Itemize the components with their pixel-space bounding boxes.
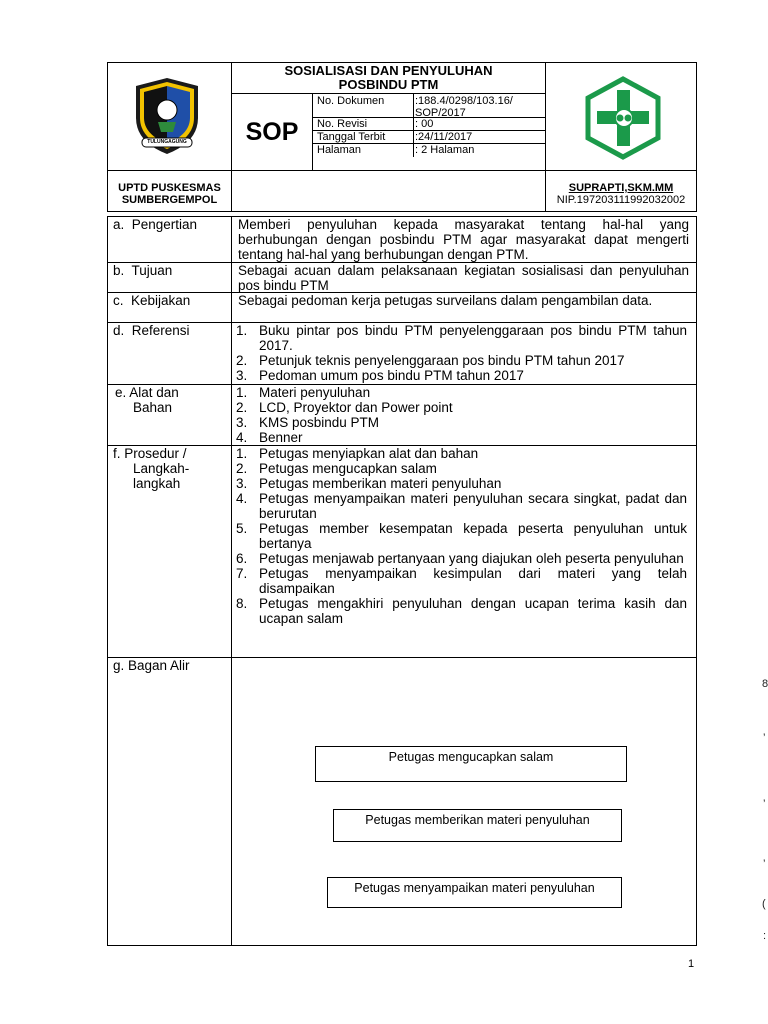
edge-mark: 8 [762,678,768,690]
organization-line-2: SUMBERGEMPOL [121,194,218,206]
list-item-text: Petugas menyampaikan materi penyuluhan secara singkat, padat dan berurutan [259,491,687,521]
document-title [232,62,545,94]
page-number: 1 [688,958,695,970]
list-item: 1. Petugas menyiapkan alat dan bahan [236,446,479,461]
list-item: 3. KMS posbindu PTM [236,415,380,430]
list-item: 2. Petunjuk teknis penyelenggaraan pos bindu PTM tahun 2017 [236,353,625,368]
list-item: 6. Petugas menjawab pertanyaan yang diajukan oleh peserta penyuluhan [236,551,684,566]
edge-mark: ’ [763,798,766,810]
list-item-text: Buku pintar pos bindu PTM penyelenggaraan pos bindu PTM tahun 2017. [259,323,687,353]
list-item-text: Petugas mengakhiri penyuluhan dengan ucapan terima kasih dan ucapan salam [259,596,687,626]
list-item: 2. Petugas mengucapkan salam [236,461,437,476]
meta-value: :24/11/2017 [415,131,473,143]
list-item-text: Petunjuk teknis penyelenggaraan pos bindu PTM tahun 2017 [259,353,625,368]
label-alat-line-2: Bahan [133,400,173,415]
meta-key: Halaman [317,144,362,156]
list-item-text: Petugas menjawab pertanyaan yang diajukan oleh peserta penyuluhan [259,551,684,566]
row-divider [107,657,697,658]
meta-row-dokumen [313,94,545,118]
list-item-text: Petugas mengucapkan salam [259,461,437,476]
regency-logo [128,76,206,156]
flow-box-salam [315,746,627,782]
edge-mark: ’ [763,858,766,870]
meta-key: Tanggal Terbit [317,131,386,143]
text-kebijakan: Sebagai pedoman kerja petugas surveilans dalam pengambilan data. [238,293,653,308]
text-pengertian: Memberi penyuluhan kepada masyarakat tentang hal-hal yang berhubungan dengan posbindu PTM agar masyarakat dapat mengerti tentang hal-hal yang berhubungan dengan PTM. [238,217,689,262]
meta-row-terbit [313,131,545,144]
meta-row-revisi [313,118,545,131]
label-prosedur [113,446,189,491]
label-prosedur-line-2: Langkah- [133,461,190,476]
meta-value: :188.4/0298/103.16/ SOP/2017 [415,95,513,119]
list-item-text: Petugas memberikan materi penyuluhan [259,476,502,491]
list-item-text: LCD, Proyektor dan Power point [259,400,453,415]
meta-value: : 2 Halaman [415,144,475,156]
flow-box-menyampaikan [327,877,622,908]
label-kebijakan: c. Kebijakan [113,293,191,308]
sop-label [232,94,313,170]
list-item: 1. Materi penyuluhan [236,385,371,400]
list-item-text: KMS posbindu PTM [259,415,380,430]
organization-line-1: UPTD PUSKESMAS [118,182,221,194]
document-title-text: SOSIALISASI DAN PENYULUHAN POSBINDU PTM [284,63,493,92]
organization-name [108,182,231,206]
meta-key: No. Revisi [317,118,368,130]
flow-box-text: Petugas mengucapkan salam [388,750,554,764]
logo-ribbon-text: TULUNGAGUNG [147,139,187,145]
label-bagan: g. Bagan Alir [113,658,190,673]
list-item: 7. Petugas menyampaikan kesimpulan dari materi yang telah disampaikan [236,566,687,596]
list-item: 8. Petugas mengakhiri penyuluhan dengan ucapan terima kasih dan ucapan salam [236,596,687,626]
label-tujuan: b. Tujuan [113,263,173,278]
edge-mark: ’ [763,732,766,744]
label-alat-line-1: e. Alat dan [115,385,179,400]
list-prosedur [232,446,687,626]
label-pengertian: a. Pengertian [113,217,198,232]
signer-nip: NIP.197203111992032002 [556,194,686,206]
meta-key: No. Dokumen [317,95,385,107]
flow-box-text: Petugas menyampaikan materi penyuluhan [354,881,595,895]
list-item-text: Petugas menyiapkan alat dan bahan [259,446,479,461]
list-item: 4. Benner [236,430,303,445]
signer-block [546,182,696,206]
list-item: 1. Buku pintar pos bindu PTM penyelenggaraan pos bindu PTM tahun 2017. [236,323,687,353]
flow-box-text: Petugas memberikan materi penyuluhan [365,813,590,827]
puskesmas-cross-icon [583,76,663,160]
label-prosedur-line-1: f. Prosedur / [113,446,187,461]
text-tujuan: Sebagai acuan dalam pelaksanaan kegiatan sosialisasi dan penyuluhan pos bindu PTM [238,263,689,293]
puskesmas-logo [583,76,663,160]
header-row-divider [107,170,697,171]
meta-key-divider [413,94,414,157]
list-item: 3. Pedoman umum pos bindu PTM tahun 2017 [236,368,524,383]
meta-value: : 00 [415,118,434,130]
document-meta [313,94,545,170]
list-item-text: Benner [259,430,303,445]
list-referensi [232,323,687,383]
list-item-text: Petugas member kesempatan kepada peserta penyuluhan untuk bertanya [259,521,687,551]
list-item-text: Pedoman umum pos bindu PTM tahun 2017 [259,368,524,383]
list-item: 3. Petugas memberikan materi penyuluhan [236,476,502,491]
label-alat [115,385,179,415]
list-item: 4. Petugas menyampaikan materi penyuluhan secara singkat, padat dan berurutan [236,491,687,521]
flow-box-materi [333,809,622,842]
list-item: 2. LCD, Proyektor dan Power point [236,400,453,415]
list-item-text: Materi penyuluhan [259,385,371,400]
list-alat [232,385,687,445]
edge-mark: ( [762,898,766,910]
label-referensi: d. Referensi [113,323,190,338]
list-item: 5. Petugas member kesempatan kepada peserta penyuluhan untuk bertanya [236,521,687,551]
signer-name: SUPRAPTI,SKM.MM [568,182,674,194]
meta-row-halaman [313,144,545,157]
label-prosedur-line-3: langkah [133,476,181,491]
list-item-text: Petugas menyampaikan kesimpulan dari materi yang telah disampaikan [259,566,687,596]
edge-mark: : [763,930,767,942]
sop-label-text: SOP [245,117,299,146]
